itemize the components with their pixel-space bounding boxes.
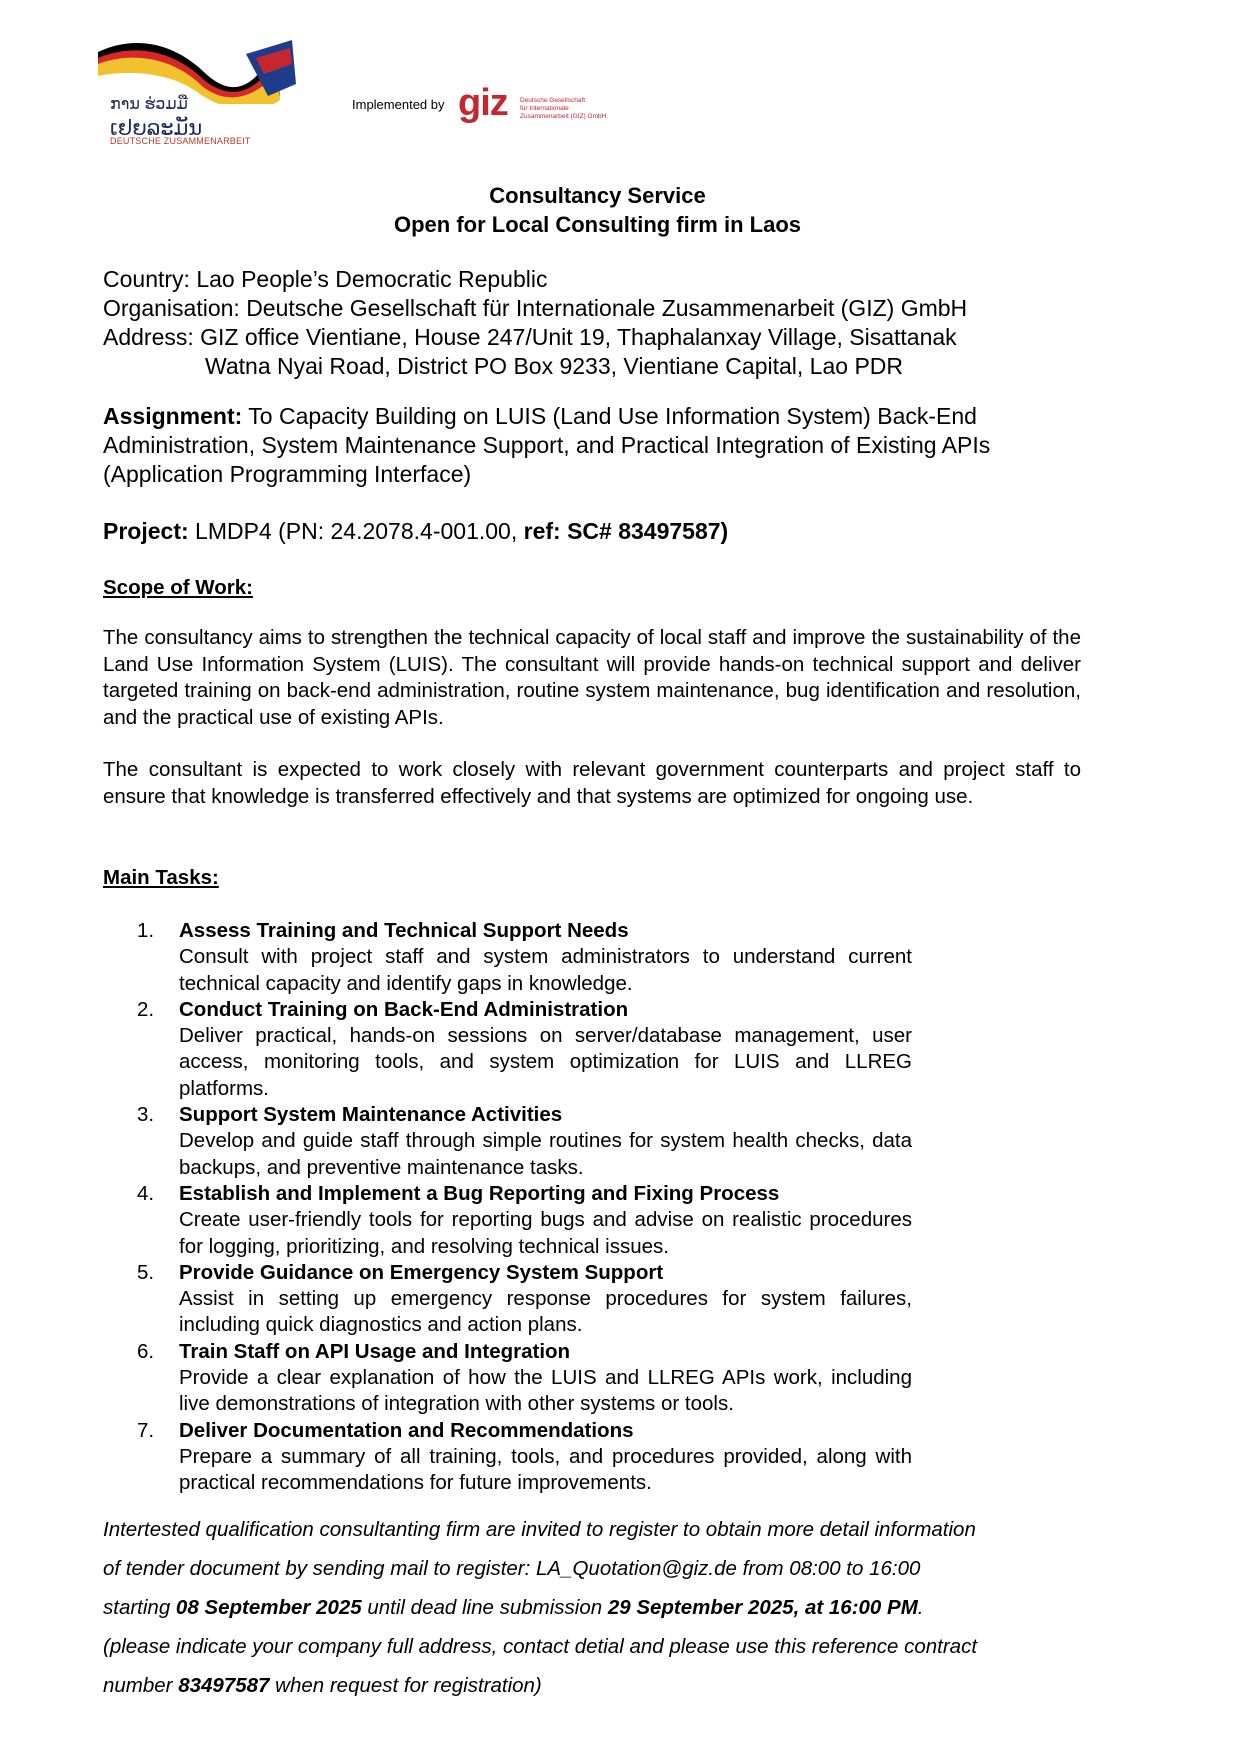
task-item bbox=[137, 918, 912, 997]
footer-line-3-c: until dead line submission bbox=[361, 1596, 608, 1619]
assignment-label: Assignment: bbox=[103, 403, 243, 429]
deadline-date: 29 September 2025, at 16:00 PM bbox=[607, 1596, 918, 1619]
giz-name-line3: Zusammenarbeit (GIZ) GmbH bbox=[520, 113, 607, 120]
footer-line-2: of tender document by sending mail to register: LA_Quotation@giz.de from 08:00 to 16:00 bbox=[103, 1557, 921, 1580]
german-cooperation-logo bbox=[96, 34, 316, 152]
assignment-text-1: To Capacity Building on LUIS (Land Use Information System) Back-End bbox=[242, 403, 977, 429]
task-number: 5. bbox=[137, 1260, 155, 1284]
scope-paragraph-1: The consultancy aims to strengthen the technical capacity of local staff and improve the sustainability of the Land Use Information System (LUIS). The consultant will provide hands-on technical support and deliver targeted training on back-end administration, routine system maintenance, bug identification and resolution, and the practical use of existing APIs. bbox=[103, 626, 1081, 729]
task-description: Prepare a summary of all training, tools, and procedures provided, along with practical recommendations for future improvements. bbox=[179, 1444, 912, 1495]
task-item bbox=[137, 1102, 912, 1181]
giz-name-line2: für Internationale bbox=[520, 105, 569, 112]
project-ref-label: ref: bbox=[523, 518, 561, 544]
task-item bbox=[137, 1260, 912, 1339]
task-description: Create user-friendly tools for reporting bugs and advise on realistic procedures for logging, prioritizing, and resolving technical issues. bbox=[179, 1208, 912, 1258]
country-line: Country: Lao People’s Democratic Republic bbox=[103, 266, 548, 292]
footer-line-1: Intertested qualification consultanting firm are invited to register to obtain more detail information bbox=[103, 1518, 976, 1541]
project-ref-value: SC# 83497587) bbox=[560, 518, 729, 544]
assignment-line-3: (Application Programming Interface) bbox=[103, 461, 472, 487]
project-line bbox=[103, 518, 728, 545]
footer-line-5 bbox=[103, 1674, 542, 1698]
logo-lao-text-line2: ເຢຍລະມັນ bbox=[110, 117, 203, 140]
task-item bbox=[137, 997, 912, 1102]
main-tasks-heading: Main Tasks: bbox=[103, 866, 219, 889]
logo-lao-text-line1: ການ ຮ່ວມມື bbox=[110, 96, 188, 113]
start-date: 08 September 2025 bbox=[175, 1596, 362, 1619]
organisation-line: Organisation: Deutsche Gesellschaft für Internationale Zusammenarbeit (GIZ) GmbH bbox=[103, 295, 968, 321]
task-number: 4. bbox=[137, 1181, 155, 1205]
task-title: Establish and Implement a Bug Reporting and Fixing Process bbox=[179, 1181, 780, 1205]
task-title: Provide Guidance on Emergency System Support bbox=[179, 1260, 664, 1284]
task-title: Conduct Training on Back-End Administration bbox=[179, 997, 629, 1021]
project-value: LMDP4 (PN: 24.2078.4-001.00, bbox=[188, 518, 524, 544]
task-title: Train Staff on API Usage and Integration bbox=[179, 1339, 571, 1363]
footer-line-3-a: starting bbox=[103, 1596, 176, 1619]
task-number: 3. bbox=[137, 1103, 155, 1127]
logo-subtitle: DEUTSCHE ZUSAMMENARBEIT bbox=[110, 136, 251, 146]
giz-logo: giz bbox=[458, 82, 508, 124]
main-tasks-list bbox=[137, 918, 912, 1497]
task-description: Develop and guide staff through simple routines for system health checks, data backups, and preventive maintenance tasks. bbox=[179, 1129, 912, 1179]
address-line-1: Address: GIZ office Vientiane, House 247/Unit 19, Thaphalanxay Village, Sisattanak bbox=[103, 324, 957, 350]
task-title: Deliver Documentation and Recommendations bbox=[179, 1418, 634, 1442]
task-number: 7. bbox=[137, 1418, 155, 1442]
footer-line-5-c: when request for registration) bbox=[269, 1674, 542, 1697]
task-number: 1. bbox=[137, 919, 155, 942]
task-description: Provide a clear explanation of how the LUIS and LLREG APIs work, including live demonstrations of integration with other systems or tools. bbox=[179, 1366, 912, 1416]
footer-line-3-e: . bbox=[917, 1596, 924, 1619]
document-title: Consultancy Service bbox=[489, 183, 706, 208]
task-item bbox=[137, 1418, 912, 1497]
scope-paragraph-2: The consultant is expected to work closely with relevant government counterparts and project staff to ensure that knowledge is transferred effectively and that systems are optimized for ongoing use. bbox=[103, 758, 1081, 808]
task-title: Assess Training and Technical Support Needs bbox=[179, 919, 629, 942]
footer-line-3 bbox=[103, 1596, 923, 1620]
scope-heading: Scope of Work: bbox=[103, 576, 253, 599]
footer-line-4: (please indicate your company full address, contact detial and please use this reference contract bbox=[103, 1635, 978, 1658]
footer-line-5-a: number bbox=[103, 1674, 179, 1697]
implemented-by-label: Implemented by bbox=[352, 97, 445, 112]
assignment-line-2: Administration, System Maintenance Support, and Practical Integration of Existing APIs bbox=[103, 432, 991, 458]
task-item bbox=[137, 1339, 912, 1418]
assignment-line-1 bbox=[103, 403, 977, 430]
task-number: 2. bbox=[137, 997, 155, 1021]
task-title: Support System Maintenance Activities bbox=[179, 1103, 563, 1127]
task-number: 6. bbox=[137, 1339, 155, 1363]
task-description: Consult with project staff and system administrators to understand current technical capacity and identify gaps in knowledge. bbox=[179, 945, 912, 995]
address-line-2: Watna Nyai Road, District PO Box 9233, Vientiane Capital, Lao PDR bbox=[205, 353, 904, 379]
project-label: Project: bbox=[103, 518, 189, 544]
task-description: Assist in setting up emergency response procedures for system failures, including quick diagnostics and action plans. bbox=[179, 1287, 912, 1337]
reference-number: 83497587 bbox=[178, 1674, 270, 1697]
task-description: Deliver practical, hands-on sessions on server/database management, user access, monitoring tools, and system optimization for LUIS and LLREG platforms. bbox=[179, 1024, 912, 1100]
giz-name-line1: Deutsche Gesellschaft bbox=[520, 97, 586, 104]
task-item bbox=[137, 1181, 912, 1260]
giz-name bbox=[520, 97, 606, 121]
document-subtitle: Open for Local Consulting firm in Laos bbox=[393, 212, 801, 237]
